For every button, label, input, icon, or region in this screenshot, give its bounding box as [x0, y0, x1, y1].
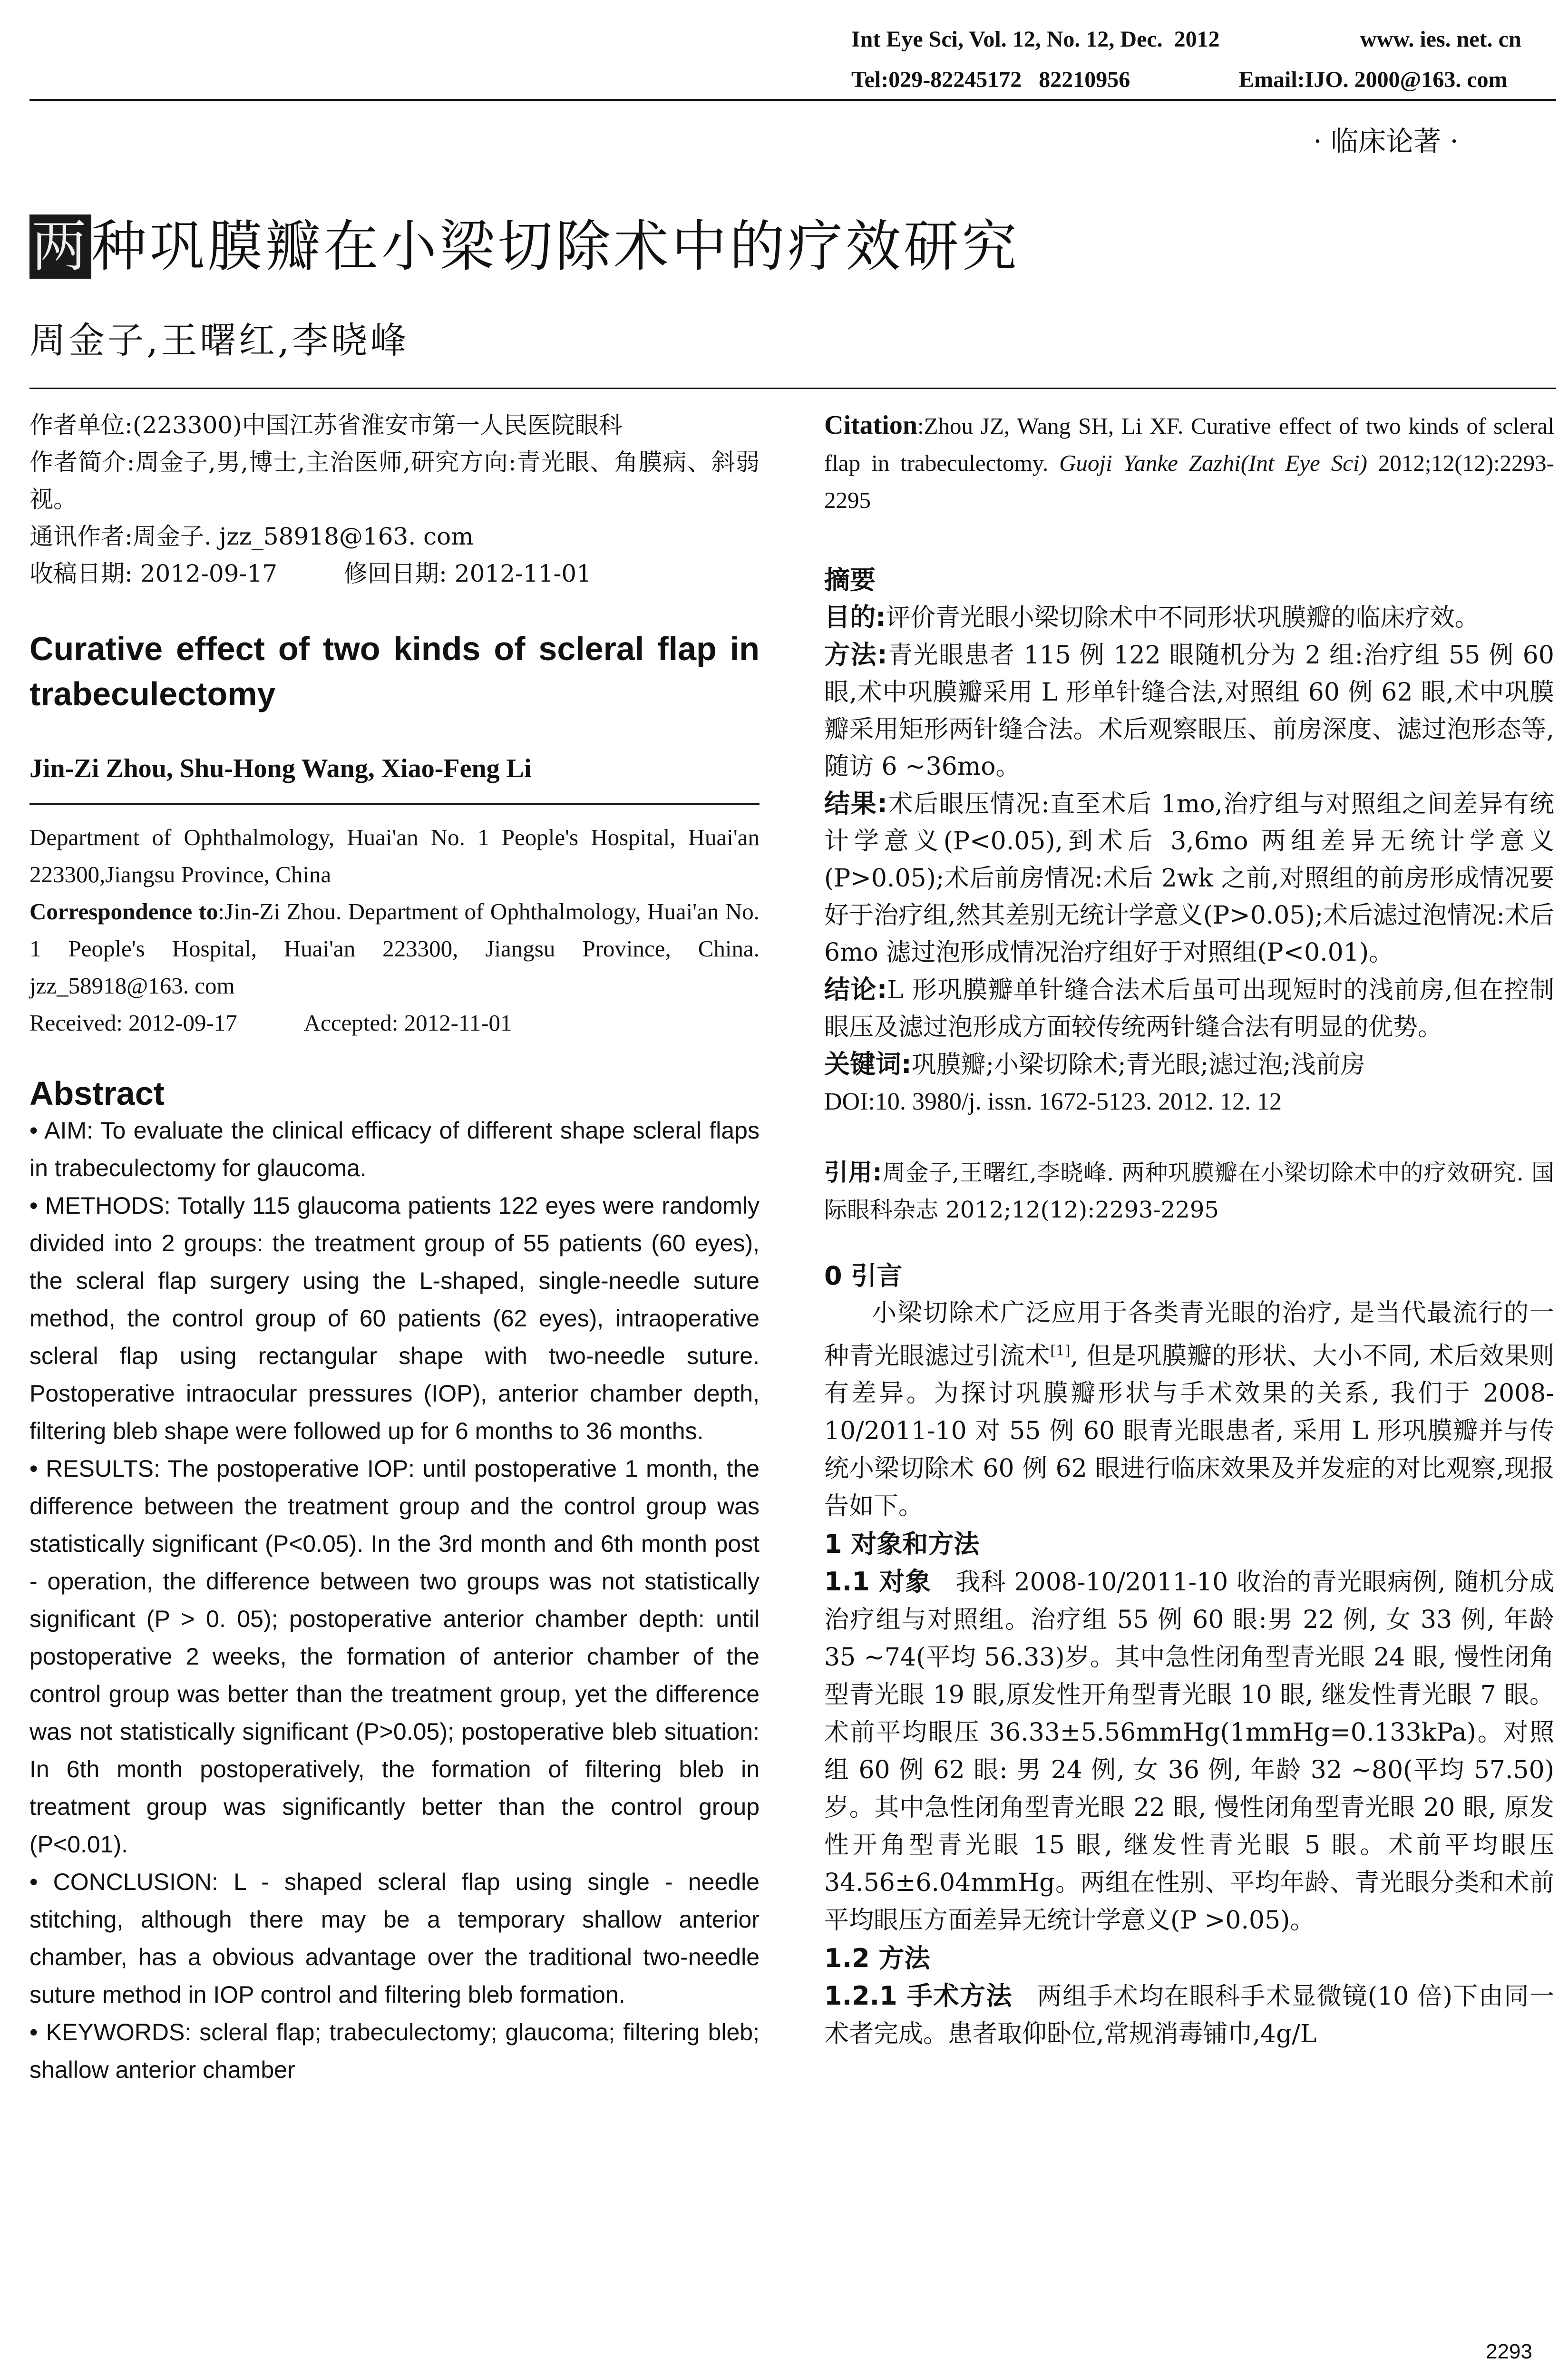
journal-tel: Tel:029-82245172 82210956	[851, 67, 1130, 92]
cn-methods	[824, 636, 1554, 785]
en-department: Department of Ophthalmology, Huai'an No. 1 People's Hospital, Huai'an 223300,Jiangsu Province, China	[29, 824, 760, 887]
cn-aim	[824, 599, 1554, 636]
cn-keywords	[824, 1046, 1554, 1083]
title-rule	[29, 388, 1556, 389]
intro-ref: [1]	[1050, 1343, 1071, 1359]
citation-text: :Zhou JZ, Wang SH, Li XF. Curative effect of two kinds of scleral flap in trabeculectomy.	[824, 413, 1554, 476]
cn-corresponding: 通讯作者:周金子. jzz_58918@163. com	[29, 523, 474, 550]
cn-results	[824, 785, 1554, 971]
cn-aim-label: 目的:	[824, 602, 886, 632]
en-dates	[29, 1004, 760, 1042]
citation-label: Citation	[824, 410, 917, 440]
cn-affiliation: 作者单位:(223300)中国江苏省淮安市第一人民医院眼科	[29, 411, 623, 439]
cn-results-text: 术后眼压情况:直至术后 1mo,治疗组与对照组之间差异有统计学意义(P<0.05),到术后 3,6mo 两组差异无统计学意义(P>0.05);术后前房情况:术后 2wk 之前,对照组的前房形成情况要好于治疗组,然其差别无统计学意义(P>0.05);术后滤过泡情况:术后 6mo 滤过泡形成情况治疗组好于对照组(P<0.01)。	[824, 790, 1554, 967]
abstract-methods: • METHODS: Totally 115 glaucoma patients 122 eyes were randomly divided into 2 groups: the treatment group of 55 patients (60 eyes), the scleral flap surgery using the L-shaped, single-needle suture method, the control group of 60 patients (62 eyes), intraoperative scleral flap using rectangular shape with two-needle suture. Postoperative intraocular pressures (IOP), anterior chamber depth, filtering bleb shape were followed up for 6 months to 36 months.	[29, 1192, 760, 1444]
cn-conclusion-label: 结论:	[824, 974, 887, 1004]
sec121-text: 两组手术均在眼科手术显微镜(10 倍)下由同一术者完成。患者取仰卧位,常规消毒铺巾,4g/L	[824, 1982, 1554, 2049]
english-title: Curative effect of two kinds of scleral flap in trabeculectomy	[29, 630, 760, 712]
intro-p1: 小梁切除术广泛应用于各类青光眼的治疗, 是当代最流行的一种青光眼滤过引流术	[824, 1299, 1554, 1371]
cn-methods-text: 青光眼患者 115 例 122 眼随机分为 2 组:治疗组 55 例 60 眼,术中巩膜瓣采用 L 形单针缝合法,对照组 60 例 62 眼,术中巩膜瓣采用矩形两针缝合法。术后观察眼压、前房深度、滤过泡形态等,随访 6 ~36mo。	[824, 641, 1554, 781]
cn-keywords-text: 巩膜瓣;小梁切除术;青光眼;滤过泡;浅前房	[911, 1051, 1365, 1079]
intro-p2: , 但是巩膜瓣的形状、大小不同, 术后效果则有差异。为探讨巩膜瓣形状与手术效果的关系, 我们于 2008-10/2011-10 对 55 例 60 眼青光眼患者, 采用 L 形巩膜瓣并与传统小梁切除术 60 例 62 眼进行临床效果及并发症的对比观察,现报告如下。	[824, 1342, 1554, 1521]
en-info	[29, 819, 760, 1042]
sec121-label: 1.2.1 手术方法	[824, 1981, 1013, 2011]
abstract-results: • RESULTS: The postoperative IOP: until postoperative 1 month, the difference between the treatment group and the control group was statistically significant (P<0.05). In the 3rd month and 6th month post - operation, the difference between two groups was not statistically significant (P > 0. 05); postoperative anterior chamber depth: until postoperative 2 weeks, the formation of anterior chamber of the control group was better than the treatment group, yet the difference was not statistically significant (P>0.05); postoperative bleb situation: In 6th month postoperatively, the formation of filtering bleb in treatment group was significantly better than the control group (P<0.01).	[29, 1455, 760, 1858]
journal-info: Int Eye Sci, Vol. 12, No. 12, Dec. 2012	[851, 27, 1220, 52]
abstract-aim: • AIM: To evaluate the clinical efficacy of different shape scleral flaps in trabeculectomy for glaucoma.	[29, 1117, 760, 1181]
abstract-body	[29, 1112, 760, 2089]
cn-keywords-label: 关键词:	[824, 1049, 912, 1079]
cn-results-label: 结果:	[824, 789, 887, 818]
cn-revised: 修回日期: 2012-11-01	[344, 560, 592, 587]
authors-cn: 周金子,王曙红,李晓峰	[29, 319, 409, 361]
en-correspondence	[29, 893, 760, 1004]
section-tag: · 临床论著 ·	[1313, 125, 1459, 157]
cn-dates	[29, 555, 760, 592]
cn-citation-label: 引用:	[824, 1159, 882, 1186]
english-authors: Jin-Zi Zhou, Shu-Hong Wang, Xiao-Feng Li	[29, 754, 532, 783]
cn-doi: DOI:10. 3980/j. issn. 1672-5123. 2012. 12. 12	[824, 1088, 1282, 1115]
correspondence-label: Correspondence to	[29, 898, 218, 925]
en-accepted: Accepted: 2012-11-01	[303, 1010, 512, 1036]
sec121-paragraph	[824, 1977, 1554, 2053]
cn-aim-text: 评价青光眼小梁切除术中不同形状巩膜瓣的临床疗效。	[886, 604, 1480, 632]
title-rest: 种巩膜瓣在小梁切除术中的疗效研究	[91, 214, 1020, 279]
cn-methods-label: 方法:	[824, 640, 887, 670]
cn-conclusion-text: L 形巩膜瓣单针缝合法术后虽可出现短时的浅前房,但在控制眼压及滤过泡形成方面较传统两针缝合法有明显的优势。	[824, 976, 1554, 1042]
cn-conclusion	[824, 971, 1554, 1046]
sec1-heading: 1 对象和方法	[824, 1529, 980, 1559]
header-rule	[29, 99, 1556, 101]
cn-citation-text: 周金子,王曙红,李晓峰. 两种巩膜瓣在小梁切除术中的疗效研究. 国际眼科杂志 2012;12(12):2293-2295	[824, 1159, 1554, 1223]
cn-abstract-heading: 摘要	[824, 565, 876, 595]
citation	[824, 407, 1554, 519]
abstract-conclusion: • CONCLUSION: L - shaped scleral flap using single - needle stitching, although there may be a temporary shallow anterior chamber, has a obvious advantage over the traditional two-needle suture method in IOP control and filtering bleb formation.	[29, 1869, 760, 2008]
title-first-char: 两	[29, 214, 91, 279]
journal-website: www. ies. net. cn	[1360, 27, 1521, 52]
left-column	[29, 407, 760, 2089]
abstract-heading: Abstract	[29, 1075, 165, 1112]
intro-heading: 0 引言	[824, 1261, 903, 1291]
cn-bio: 作者简介:周金子,男,博士,主治医师,研究方向:青光眼、角膜病、斜弱视。	[29, 448, 760, 513]
intro-paragraph	[824, 1295, 1554, 1525]
right-column	[824, 407, 1554, 2053]
citation-journal: Guoji Yanke Zazhi(Int Eye Sci)	[1059, 450, 1367, 476]
sec11-label: 1.1 对象	[824, 1567, 932, 1597]
cn-citation	[824, 1154, 1554, 1228]
citation-tail: 2012;12(12):2293-2295	[824, 450, 1554, 513]
body-text	[824, 1257, 1554, 2053]
correspondence-text: :Jin-Zi Zhou. Department of Ophthalmology, Huai'an No. 1 People's Hospital, Huai'an 223300, Jiangsu Province, China. jzz_58918@163. com	[29, 898, 760, 999]
abstract-keywords: • KEYWORDS: scleral flap; trabeculectomy; glaucoma; filtering bleb; shallow anterior chamber	[29, 2019, 760, 2083]
sec12-heading: 1.2 方法	[824, 1943, 930, 1974]
cn-received: 收稿日期: 2012-09-17	[29, 560, 278, 587]
journal-email: Email:IJO. 2000@163. com	[1239, 67, 1508, 92]
sec11-paragraph	[824, 1563, 1554, 1939]
en-received: Received: 2012-09-17	[29, 1010, 237, 1036]
sec11-text: 我科 2008-10/2011-10 收治的青光眼病例, 随机分成治疗组与对照组。治疗组 55 例 60 眼:男 22 例, 女 33 例, 年龄 35 ~74(平均 56.33)岁。其中急性闭角型青光眼 24 眼, 慢性闭角型青光眼 19 眼,原发性开角型青光眼 10 眼, 继发性青光眼 7 眼。术前平均眼压 36.33±5.56mmHg(1mmHg=0.133kPa)。对照组 60 例 62 眼: 男 24 例, 女 36 例, 年龄 32 ~80(平均 57.50)岁。其中急性闭角型青光眼 22 眼, 慢性闭角型青光眼 20 眼, 原发性开角型青光眼 15 眼, 继发性青光眼 5 眼。术前平均眼压 34.56±6.04mmHg。两组在性别、平均年龄、青光眼分类和术前平均眼压方面差异无统计学意义(P >0.05)。	[824, 1568, 1554, 1935]
page-title	[29, 202, 1020, 282]
cn-abstract-body	[824, 599, 1554, 1120]
page-number: 2293	[1486, 2340, 1532, 2363]
